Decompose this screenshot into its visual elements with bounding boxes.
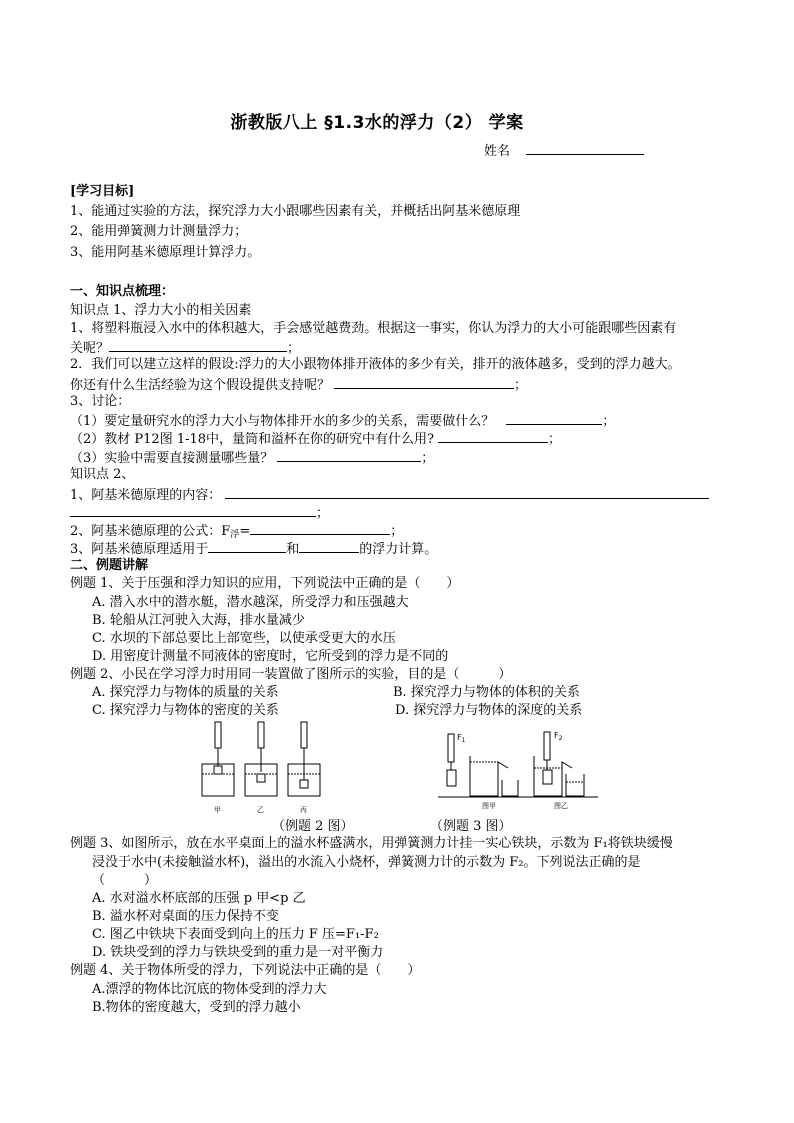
answer-paren[interactable]: （ ） — [92, 873, 158, 888]
example-stem: 例题 2、小民在学习浮力时用同一装置做了图所示的实验，目的是（ ） — [70, 667, 512, 682]
answer-blank[interactable] — [70, 504, 316, 517]
name-blank[interactable] — [526, 142, 644, 155]
fig2-label-jia: 甲 — [214, 806, 221, 814]
example-stem: 例题 4、关于物体所受的浮力，下列说法中正确的是（ ） — [70, 963, 421, 978]
fig3-label-jia: 图甲 — [482, 802, 496, 810]
option-a[interactable]: A.漂浮的物体比沉底的物体受到的浮力大 — [92, 982, 327, 997]
answer-blank[interactable] — [506, 412, 602, 425]
point1-title: 知识点 1、浮力大小的相关因素 — [70, 303, 252, 318]
goal-item: 2、能用弹簧测力计测量浮力； — [70, 224, 248, 239]
option-d[interactable]: D. 铁块受到的浮力与铁块受到的重力是一对平衡力 — [92, 945, 384, 960]
option-b[interactable]: B. 溢水杯对桌面的压力保持不变 — [92, 909, 279, 924]
fig2-label-bing: 丙 — [300, 806, 307, 814]
option-a[interactable]: A. 潜入水中的潜水艇，潜水越深，所受浮力和压强越大 — [92, 595, 409, 610]
answer-blank[interactable] — [438, 430, 548, 443]
answer-blank[interactable] — [208, 540, 286, 553]
goals-heading: [学习目标] — [70, 184, 135, 199]
example-stem: 浸没于水中(未接触溢水杯)，溢出的水流入小烧杯，弹簧测力计的示数为 F₂。下列说法正确的是 — [92, 855, 641, 870]
answer-blank[interactable] — [109, 339, 287, 352]
name-label: 姓名 — [484, 144, 511, 159]
option-a[interactable]: A. 探究浮力与物体的质量的关系 — [92, 685, 279, 700]
example-stem: 例题 1、关于压强和浮力知识的应用，下列说法中正确的是（ ） — [70, 576, 460, 591]
answer-blank[interactable] — [225, 486, 709, 499]
fig3-f2-label: $F_2$ — [554, 731, 563, 742]
answer-blank[interactable] — [250, 522, 390, 535]
fig3-label-yi: 图乙 — [554, 802, 568, 810]
question-line: 2、阿基米德原理的公式：$F_浮=$ ； — [70, 524, 404, 540]
option-b[interactable]: B. 探究浮力与物体的体积的关系 — [393, 685, 580, 700]
example3-figure — [438, 728, 598, 818]
section1-heading: 一、知识点梳理： — [70, 284, 175, 299]
goal-item: 1、能通过实验的方法，探究浮力大小跟哪些因素有关，并概括出阿基米德原理 — [70, 204, 521, 219]
fig3-caption: （例题 3 图） — [430, 819, 512, 834]
question-line: ； — [70, 504, 329, 522]
answer-blank[interactable] — [277, 449, 421, 462]
option-d[interactable]: D. 用密度计测量不同液体的密度时，它所受到的浮力是不同的 — [92, 649, 449, 664]
option-c[interactable]: C. 探究浮力与物体的密度的关系 — [92, 703, 279, 718]
question-line: （1）要定量研究水的浮力大小与物体排开水的多少的关系，需要做什么？ ； — [70, 414, 616, 429]
question-text: 1、将塑料瓶浸入水中的体积越大，手会感觉越费劲。根据这一事实，你认为浮力的大小可能跟哪些因素有 — [70, 321, 677, 336]
discussion-title: 3、讨论： — [70, 394, 131, 409]
answer-blank[interactable] — [334, 376, 514, 389]
question-line: 你还有什么生活经验为这个假设提供支持呢？ ； — [70, 378, 528, 393]
option-b[interactable]: B.物体的密度越大，受到的浮力越小 — [92, 1000, 301, 1015]
option-a[interactable]: A. 水对溢水杯底部的压强 p 甲<p 乙 — [92, 891, 306, 906]
question-text: 2．我们可以建立这样的假设:浮力的大小跟物体排开液体的多少有关，排开的液体越多，受到的浮力越大。 — [70, 357, 681, 372]
option-c[interactable]: C. 水坝的下部总要比上部宽些，以使承受更大的水压 — [92, 631, 396, 646]
question-line: 3、阿基米德原理适用于 和 的浮力计算。 — [70, 542, 438, 557]
fig3-f1-label: $F_1$ — [457, 733, 466, 744]
name-field[interactable] — [484, 142, 644, 160]
example2-figure — [195, 720, 345, 818]
fig2-label-yi: 乙 — [257, 806, 264, 814]
question-line: 关呢？ ； — [70, 341, 301, 356]
question-line: 1、阿基米德原理的内容： — [70, 486, 709, 504]
example-stem: 例题 3、如图所示，放在水平桌面上的溢水杯盛满水，用弹簧测力计挂一实心铁块，示数为 F₁将铁块缓慢 — [70, 836, 673, 851]
fig2-caption: （例题 2 图） — [272, 819, 354, 834]
page-title: 浙教版八上 §1.3水的浮力（2） 学案 — [230, 113, 524, 133]
question-line: （2）教材 P12图 1-18中，量筒和溢杯在你的研究中有什么用? ； — [70, 432, 562, 447]
option-b[interactable]: B. 轮船从江河驶入大海，排水量减少 — [92, 613, 305, 628]
option-d[interactable]: D. 探究浮力与物体的深度的关系 — [395, 703, 583, 718]
question-line: （3）实验中需要直接测量哪些量？ ； — [70, 451, 435, 466]
point2-title: 知识点 2、 — [70, 467, 135, 482]
answer-blank[interactable] — [299, 540, 359, 553]
section2-heading: 二、例题讲解 — [70, 558, 149, 573]
option-c[interactable]: C. 图乙中铁块下表面受到向上的压力 F 压=F₁-F₂ — [92, 927, 379, 942]
goal-item: 3、能用阿基米德原理计算浮力。 — [70, 245, 261, 260]
